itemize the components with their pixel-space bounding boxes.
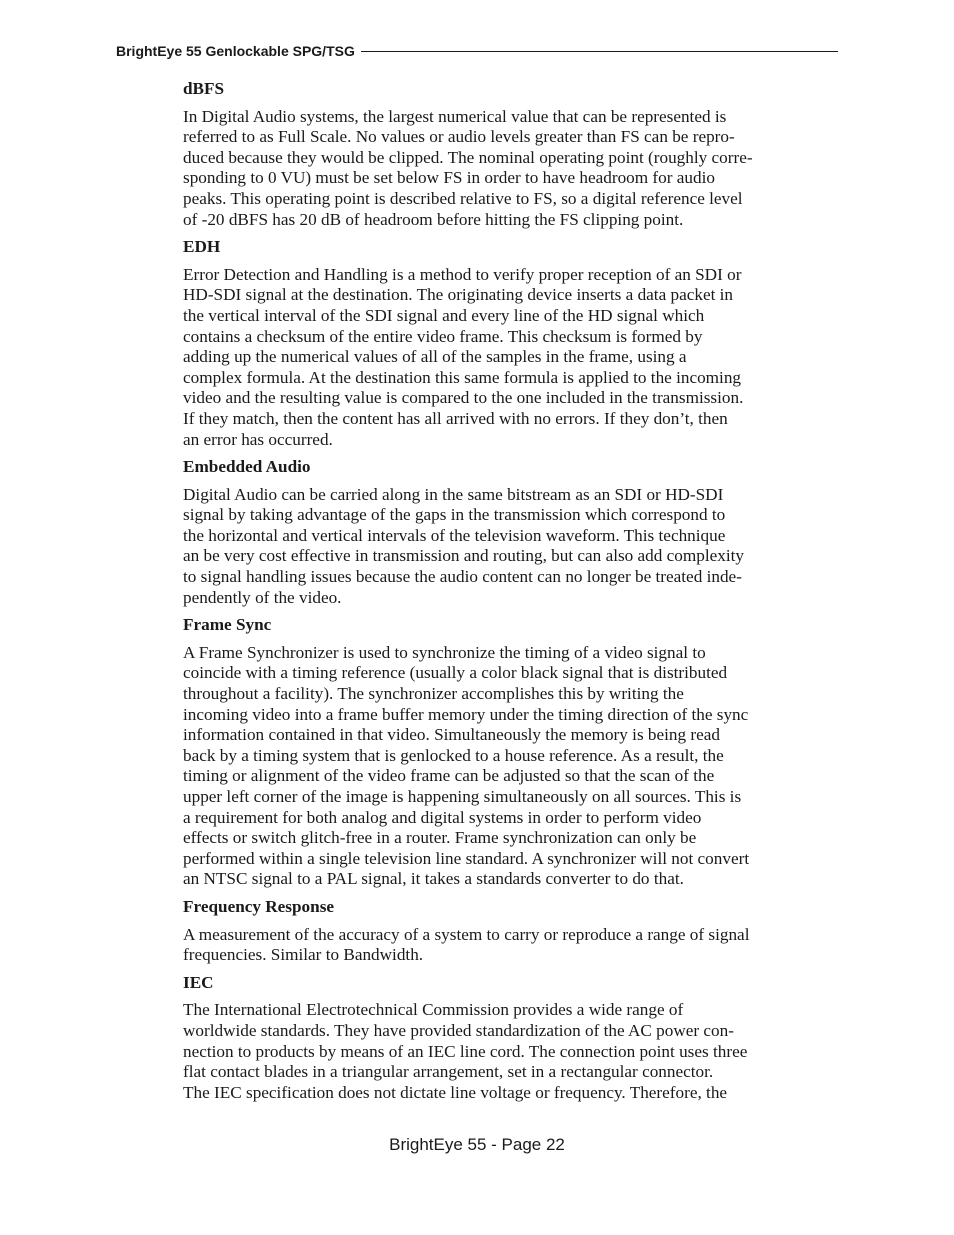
header-title: BrightEye 55 Genlockable SPG/TSG	[116, 43, 355, 59]
glossary-definition: In Digital Audio systems, the largest numerical value that can be represented is referred to as Full Scale. No values or audio levels greater than FS can be repro- duced because they would be clipped. The nominal operating point (roughly corre- sponding to 0 VU) must be set below FS in order to have headroom for audio peaks. This operating point is described relative to FS, so a digital reference level of -20 dBFS has 20 dB of headroom before hitting the FS clipping point.	[183, 106, 753, 229]
glossary-definition: A measurement of the accuracy of a system to carry or reproduce a range of signal frequencies. Similar to Bandwidth.	[183, 924, 750, 965]
glossary-content	[183, 79, 843, 1110]
glossary-term: Frame Sync	[183, 615, 272, 635]
glossary-entry-iec	[183, 973, 843, 1104]
glossary-definition: Error Detection and Handling is a method to verify proper reception of an SDI or HD-SDI signal at the destination. The originating device inserts a data packet in the vertical interval of the SDI signal and every line of the HD signal which contains a checksum of the entire video frame. This checksum is formed by adding up the numerical values of all of the samples in the frame, using a complex formula. At the destination this same formula is applied to the incoming video and the resulting value is compared to the one included in the transmission. If they match, then the content has all arrived with no errors. If they don’t, then an error has occurred.	[183, 264, 744, 449]
glossary-definition: Digital Audio can be carried along in the same bitstream as an SDI or HD-SDI signal by taking advantage of the gaps in the transmission which correspond to the horizontal and vertical intervals of the television waveform. This technique an be very cost effective in transmission and routing, but can also add complexity to signal handling issues because the audio content can no longer be treated inde- pendently of the video.	[183, 484, 744, 607]
glossary-term: Frequency Response	[183, 896, 335, 916]
glossary-term: EDH	[183, 237, 221, 257]
glossary-term: IEC	[183, 972, 214, 992]
header-rule	[361, 51, 838, 52]
glossary-entry-frame-sync	[183, 615, 843, 890]
glossary-definition: The International Electrotechnical Commission provides a wide range of worldwide standards. They have provided standardization of the AC power con- nection to products by means of an IEC line cord. The connection point uses three flat contact blades in a triangular arrangement, set in a rectangular connector. The IEC specification does not dictate line voltage or frequency. Therefore, the	[183, 1000, 748, 1102]
glossary-entry-dbfs	[183, 79, 843, 230]
page-footer: BrightEye 55 - Page 22	[389, 1135, 565, 1154]
glossary-definition: A Frame Synchronizer is used to synchronize the timing of a video signal to coincide with a timing reference (usually a color black signal that is distributed throughout a facility). The synchronizer accomplishes this by writing the incoming video into a frame buffer memory under the timing direction of the sync information contained in that video. Simultaneously the memory is being read back by a timing system that is genlocked to a house reference. As a result, the timing or alignment of the video frame can be adjusted so that the scan of the upper left corner of the image is happening simultaneously on all sources. This is a requirement for both analog and digital systems in order to perform video effects or switch glitch-free in a router. Frame synchronization can only be performed within a single television line standard. A synchronizer will not convert an NTSC signal to a PAL signal, it takes a standards converter to do that.	[183, 642, 750, 889]
glossary-term: Embedded Audio	[183, 457, 311, 477]
running-header	[116, 40, 838, 62]
glossary-entry-frequency-response	[183, 897, 843, 966]
glossary-term: dBFS	[183, 79, 225, 98]
glossary-entry-edh	[183, 237, 843, 450]
glossary-entry-embedded-audio	[183, 457, 843, 608]
